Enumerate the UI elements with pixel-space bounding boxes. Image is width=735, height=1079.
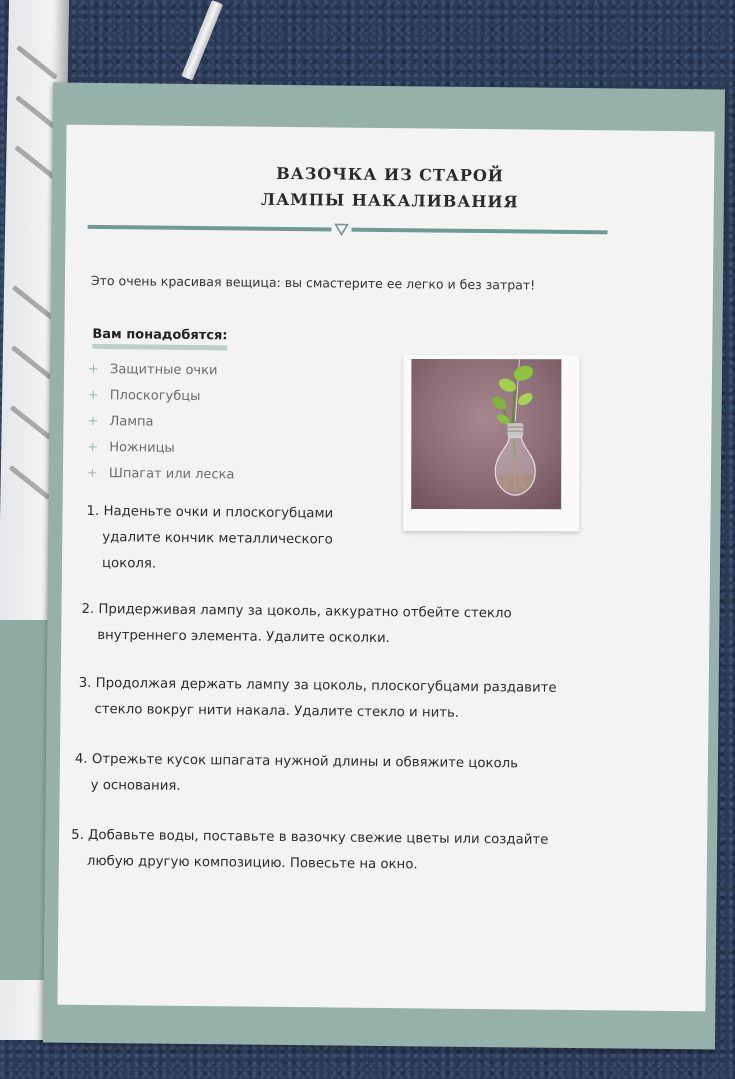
title-line-1: ВАЗОЧКА ИЗ СТАРОЙ — [276, 163, 505, 186]
text-fragment — [16, 45, 58, 80]
text-fragment — [9, 465, 51, 500]
step-number: 4. — [74, 751, 88, 767]
bookmark-ribbon — [181, 0, 223, 81]
lightbulb-vase-photo — [411, 359, 561, 509]
text-fragment — [14, 145, 56, 180]
right-book-page — [43, 83, 725, 1050]
step-item — [86, 499, 333, 580]
step-text: Продолжая держать лампу за цоколь, плоскогубцами раздавите — [95, 675, 557, 696]
step-text: стекло вокруг нити накала. Удалите стекло и нить. — [94, 701, 460, 721]
step-text: Добавьте воды, поставьте в вазочку свежие цветы или создайте — [88, 827, 549, 848]
triangle-down-icon — [331, 219, 351, 239]
supplies-heading: Вам понадобятся: — [92, 327, 227, 350]
list-item: + Шпагат или леска — [87, 461, 235, 489]
step-text: цоколя. — [101, 556, 157, 572]
step-item — [78, 671, 556, 728]
step-number: 1. — [86, 503, 100, 520]
article-title — [66, 159, 715, 218]
step-text: удалите кончик металлического — [102, 530, 333, 548]
text-fragment — [11, 345, 53, 380]
text-fragment — [10, 405, 52, 440]
plus-icon: + — [86, 465, 98, 481]
plus-icon: + — [87, 413, 99, 430]
step-item — [75, 747, 519, 804]
list-item: + Защитные очки — [88, 357, 236, 385]
text-fragment — [12, 285, 54, 320]
photo-card — [403, 355, 579, 531]
content-sheet — [57, 125, 714, 1012]
step-text: любую другую композицию. Повесьте на окно. — [86, 853, 418, 873]
plus-icon: + — [87, 387, 99, 404]
step-text: внутреннего элемента. Удалите осколки. — [97, 628, 390, 647]
step-number: 3. — [78, 675, 92, 691]
step-text: Наденьте очки и плоскогубцами — [103, 504, 334, 522]
step-text: Отрежьте кусок шпагата нужной длины и обвяжите цоколь — [91, 751, 519, 772]
step-text: у основания. — [90, 777, 181, 794]
list-item: + Плоскогубцы — [88, 383, 236, 411]
list-item: + Лампа — [87, 409, 235, 437]
intro-text: Это очень красивая вещица: вы смастерите ее легко и без затрат! — [90, 272, 536, 293]
list-item: + Ножницы — [87, 435, 235, 463]
supplies-list — [87, 357, 236, 489]
step-text: Придерживая лампу за цоколь, аккуратно отбейте стекло — [98, 602, 512, 622]
step-number: 5. — [71, 827, 84, 843]
step-item — [71, 823, 549, 880]
steps-list — [63, 499, 683, 873]
step-number: 2. — [81, 601, 95, 617]
text-fragment — [15, 95, 57, 130]
plus-icon: + — [87, 439, 99, 455]
step-item — [81, 597, 512, 654]
plus-icon: + — [87, 361, 100, 378]
title-line-2: ЛАМПЫ НАКАЛИВАНИЯ — [260, 189, 519, 212]
